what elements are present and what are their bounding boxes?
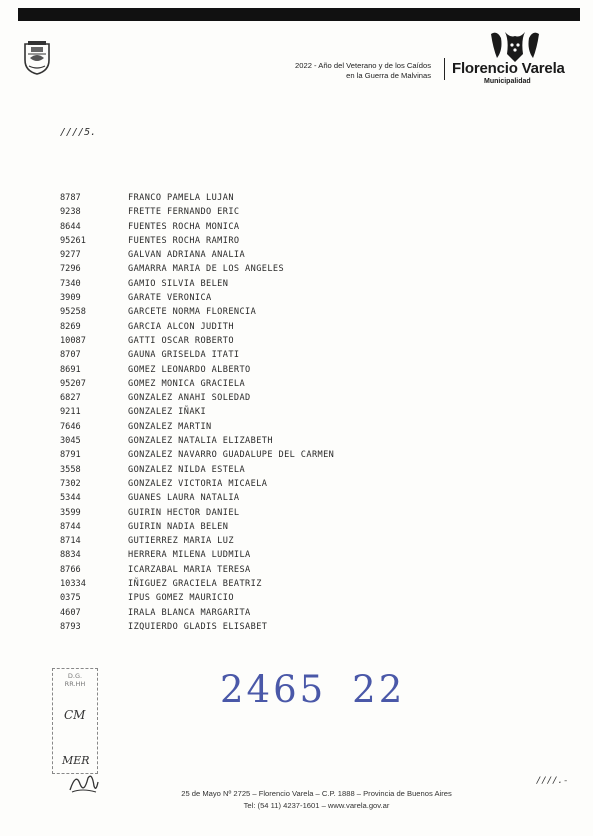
- employee-name: GARATE VERONICA: [128, 293, 212, 304]
- employee-name: GONZALEZ IÑAKI: [128, 407, 207, 418]
- employee-name: GONZALEZ MARTIN: [128, 421, 212, 432]
- motto-line-2: en la Guerra de Malvinas: [346, 71, 431, 80]
- employee-number: 8744: [60, 521, 81, 532]
- footer-contact: Tel: (54 11) 4237-1601 – www.varela.gov.ar: [243, 801, 390, 810]
- employee-name: FUENTES ROCHA MONICA: [128, 221, 240, 232]
- employee-number: 4607: [60, 607, 81, 618]
- employee-number: 9277: [60, 250, 81, 261]
- top-black-bar: [18, 8, 580, 21]
- employee-number: 3909: [60, 293, 81, 304]
- employee-number: 7340: [60, 278, 81, 289]
- employee-name: GATTI OSCAR ROBERTO: [128, 335, 234, 346]
- employee-name: IZQUIERDO GLADIS ELISABET: [128, 621, 268, 632]
- list-item: [60, 205, 420, 219]
- list-item: [60, 334, 420, 348]
- employee-name: ICARZABAL MARIA TERESA: [128, 564, 251, 575]
- stamped-number-part-1: 2465: [220, 668, 327, 711]
- list-item: [60, 248, 420, 262]
- employee-name: GAMARRA MARIA DE LOS ANGELES: [128, 264, 285, 275]
- employee-number: 8269: [60, 321, 81, 332]
- employee-number: 95207: [60, 378, 86, 389]
- employee-name: GONZALEZ VICTORIA MICAELA: [128, 478, 268, 489]
- employee-name: GARCIA ALCON JUDITH: [128, 321, 234, 332]
- employee-number: 8707: [60, 350, 81, 361]
- employee-number: 7302: [60, 478, 81, 489]
- brand-subtitle: Municipalidad: [484, 78, 531, 85]
- employee-name: FUENTES ROCHA RAMIRO: [128, 235, 240, 246]
- list-item: [60, 348, 420, 362]
- motto-line-1: 2022 - Año del Veterano y de los Caídos: [295, 61, 431, 70]
- list-item: [60, 191, 420, 205]
- employee-name: FRETTE FERNANDO ERIC: [128, 207, 240, 218]
- list-item: [60, 420, 420, 434]
- employee-number: 9211: [60, 407, 81, 418]
- employee-name: GUTIERREZ MARIA LUZ: [128, 536, 234, 547]
- stamp-line-2: RR.HH: [64, 680, 86, 688]
- stamped-number-part-2: 22: [352, 668, 406, 711]
- employee-number: 3045: [60, 436, 81, 447]
- approval-stamp-text: [60, 672, 90, 688]
- employee-number: 8691: [60, 364, 81, 375]
- employee-number: 3599: [60, 507, 81, 518]
- employee-number: 10334: [60, 579, 86, 590]
- list-item: [60, 520, 420, 534]
- employee-name: GUIRIN NADIA BELEN: [128, 521, 229, 532]
- employee-number: 8714: [60, 536, 81, 547]
- list-item: [60, 463, 420, 477]
- list-item: [60, 220, 420, 234]
- header-divider: [444, 58, 445, 80]
- employee-name: GAUNA GRISELDA ITATI: [128, 350, 240, 361]
- stamped-file-number: [220, 668, 405, 711]
- list-item: [60, 363, 420, 377]
- employee-name: GUANES LAURA NATALIA: [128, 493, 240, 504]
- list-item: [60, 477, 420, 491]
- handwritten-initials-1: CM: [64, 708, 86, 722]
- list-item: [60, 277, 420, 291]
- employee-name: GARCETE NORMA FLORENCIA: [128, 307, 257, 318]
- list-item: [60, 405, 420, 419]
- employee-number: 8787: [60, 193, 81, 203]
- list-item: [60, 377, 420, 391]
- employee-number: 5344: [60, 493, 81, 504]
- employee-number: 6827: [60, 393, 81, 404]
- page-mark: ////5.: [60, 127, 97, 138]
- employee-number: 8766: [60, 564, 81, 575]
- employee-name: GONZALEZ NILDA ESTELA: [128, 464, 246, 475]
- coat-of-arms-icon: [22, 40, 52, 76]
- list-item: [60, 491, 420, 505]
- employee-name: GUIRIN HECTOR DANIEL: [128, 507, 240, 518]
- employee-name: IRALA BLANCA MARGARITA: [128, 607, 251, 618]
- employee-name: GAMIO SILVIA BELEN: [128, 278, 229, 289]
- employee-number: 7646: [60, 421, 81, 432]
- employee-number: 9238: [60, 207, 81, 218]
- list-item: [60, 591, 420, 605]
- list-item: [60, 434, 420, 448]
- employee-number: 10087: [60, 335, 86, 346]
- employee-name: HERRERA MILENA LUDMILA: [128, 550, 251, 561]
- list-item: [60, 534, 420, 548]
- employee-number: 8791: [60, 450, 81, 461]
- brand-name: Florencio Varela: [452, 60, 565, 77]
- employee-name: IÑIGUEZ GRACIELA BEATRIZ: [128, 579, 262, 590]
- commemorative-motto: [211, 61, 431, 81]
- stamp-line-1: D.G.: [67, 672, 83, 680]
- employee-name: GONZALEZ NATALIA ELIZABETH: [128, 436, 273, 447]
- employee-number: 8644: [60, 221, 81, 232]
- personnel-list: [60, 191, 420, 634]
- list-item: [60, 448, 420, 462]
- employee-name: GONZALEZ ANAHI SOLEDAD: [128, 393, 251, 404]
- list-item: [60, 305, 420, 319]
- employee-name: IPUS GOMEZ MAURICIO: [128, 593, 234, 604]
- list-item: [60, 606, 420, 620]
- continuation-mark: ////.-: [536, 776, 569, 786]
- list-item: [60, 506, 420, 520]
- employee-name: GALVAN ADRIANA ANALIA: [128, 250, 246, 261]
- employee-name: GONZALEZ NAVARRO GUADALUPE DEL CARMEN: [128, 450, 335, 461]
- list-item: [60, 548, 420, 562]
- employee-name: FRANCO PAMELA LUJAN: [128, 193, 234, 203]
- list-item: [60, 262, 420, 276]
- list-item: [60, 391, 420, 405]
- list-item: [60, 577, 420, 591]
- florencio-varela-logo-icon: [487, 28, 543, 64]
- employee-name: GOMEZ MONICA GRACIELA: [128, 378, 246, 389]
- list-item: [60, 320, 420, 334]
- employee-number: 3558: [60, 464, 81, 475]
- footer-address: 25 de Mayo Nº 2725 – Florencio Varela – C.P. 1888 – Provincia de Buenos Aires: [181, 789, 452, 798]
- employee-number: 7296: [60, 264, 81, 275]
- employee-name: GOMEZ LEONARDO ALBERTO: [128, 364, 251, 375]
- employee-number: 8834: [60, 550, 81, 561]
- list-item: [60, 291, 420, 305]
- list-item: [60, 563, 420, 577]
- employee-number: 95261: [60, 235, 86, 246]
- list-item: [60, 620, 420, 634]
- list-item: [60, 234, 420, 248]
- handwritten-initials-2: MER: [62, 754, 90, 767]
- employee-number: 95258: [60, 307, 86, 318]
- employee-number: 0375: [60, 593, 81, 604]
- employee-number: 8793: [60, 621, 81, 632]
